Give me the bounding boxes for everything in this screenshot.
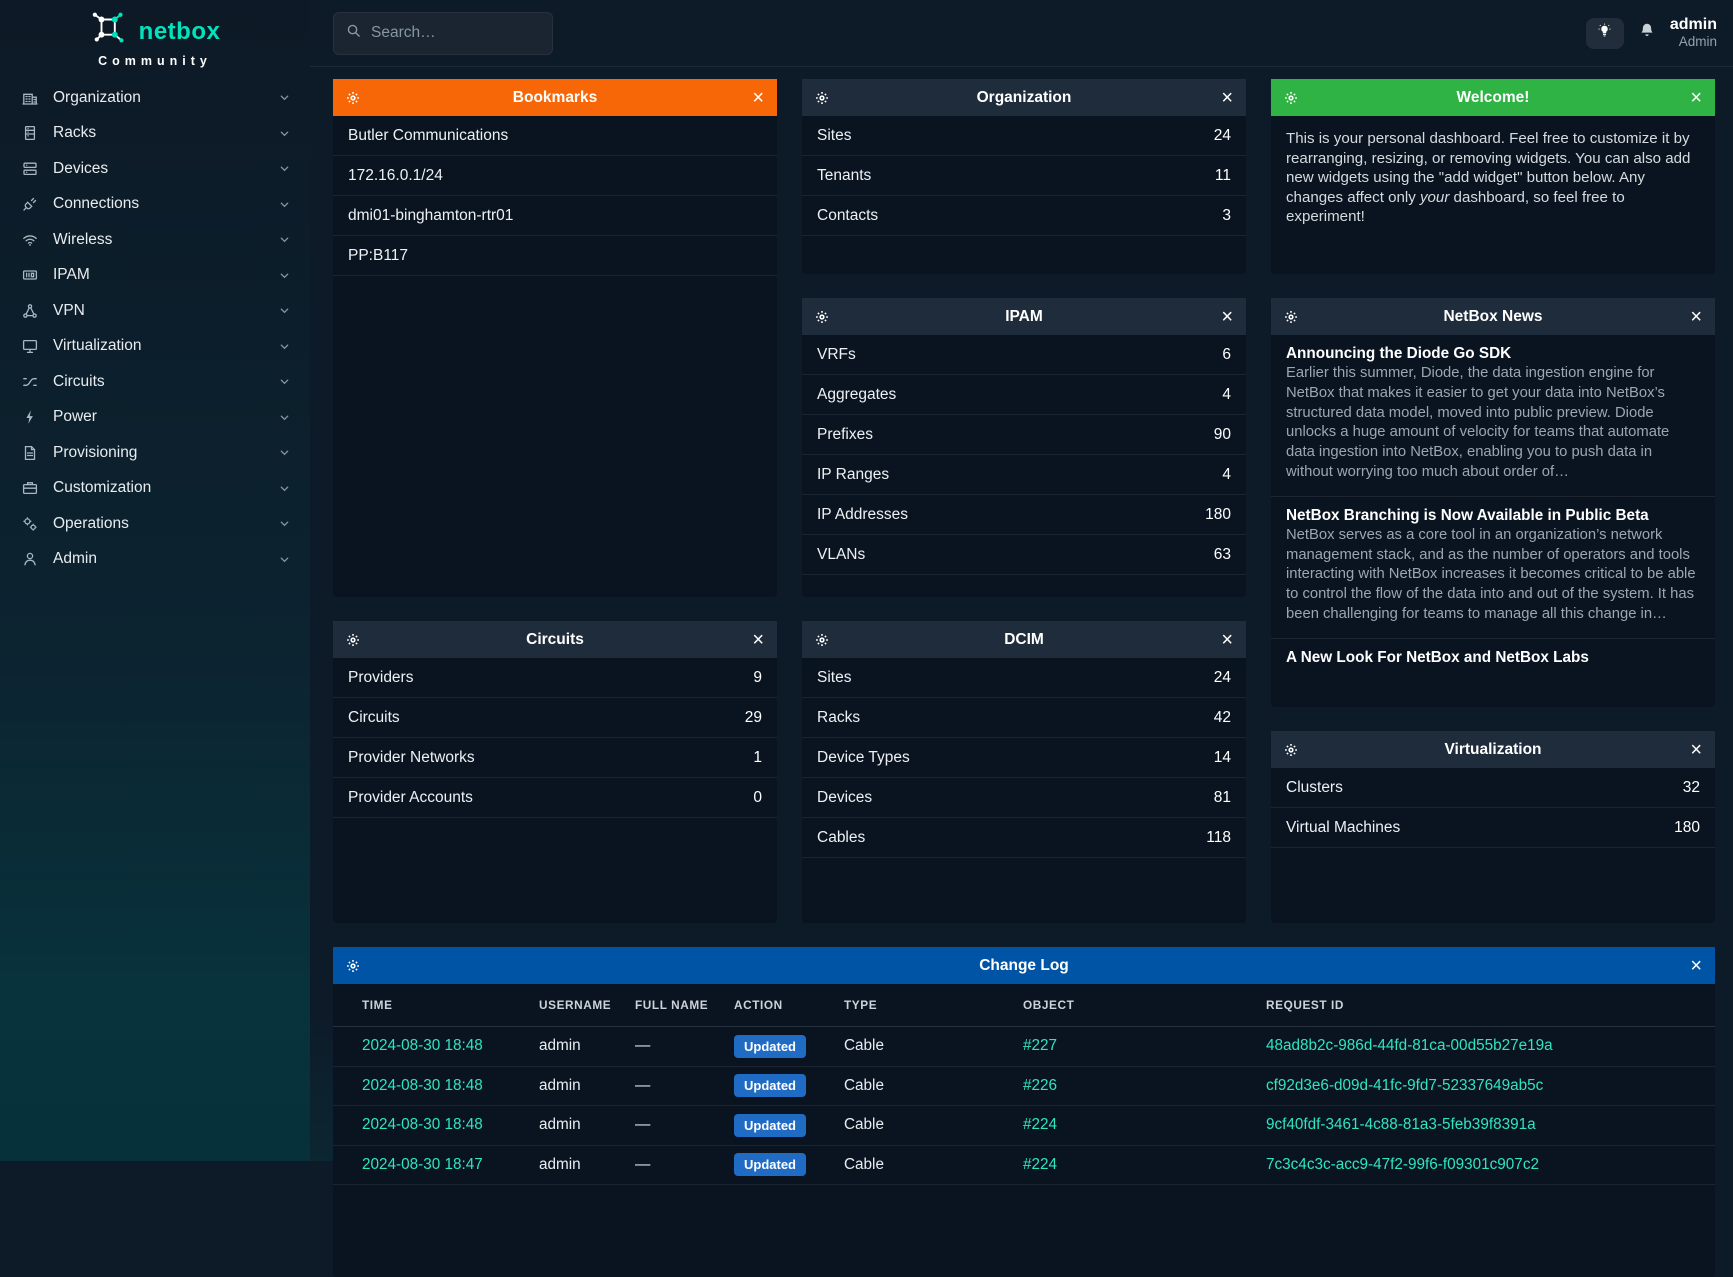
sidebar-item-ipam[interactable] — [0, 258, 310, 294]
building-icon — [21, 89, 38, 106]
sidebar-item-label: Customization — [53, 479, 152, 497]
stat-row[interactable] — [802, 818, 1246, 858]
stat-label: Device Types — [817, 748, 910, 766]
bookmark-item[interactable] — [333, 236, 777, 276]
welcome-text-segment: dashboard, so feel free to experiment! — [1286, 188, 1625, 225]
stat-label: IP Addresses — [817, 505, 909, 523]
change-object-link[interactable]: #226 — [1023, 1076, 1058, 1094]
welcome-widget — [1271, 79, 1715, 274]
news-item-title[interactable]: Announcing the Diode Go SDK — [1286, 345, 1512, 362]
stat-value: 6 — [1222, 345, 1231, 363]
change-log-row — [333, 1027, 1715, 1067]
request-id-link[interactable]: 7c3c4c3c-acc9-47f2-99f6-f09301c907c2 — [1266, 1155, 1539, 1173]
change-full-name: — — [635, 1037, 651, 1055]
sidebar-item-vpn[interactable] — [0, 293, 310, 329]
widget-title: Organization — [976, 88, 1072, 106]
organization-widget-header — [802, 79, 1246, 116]
sidebar-item-label: Circuits — [53, 372, 105, 390]
sidebar-item-admin[interactable] — [0, 542, 310, 578]
sidebar-item-label: Connections — [53, 195, 140, 213]
sidebar-item-circuits[interactable] — [0, 364, 310, 400]
gear-icon[interactable] — [346, 959, 360, 973]
stat-value: 3 — [1222, 206, 1231, 224]
gear-icon[interactable] — [815, 633, 829, 647]
request-id-link[interactable]: 9cf40fdf-3461-4c88-81a3-5feb39f8391a — [1266, 1116, 1536, 1134]
chevron-down-icon — [279, 199, 290, 210]
stat-row[interactable] — [333, 778, 777, 818]
chevron-down-icon — [279, 412, 290, 423]
action-badge[interactable]: Updated — [734, 1153, 806, 1176]
change-username: admin — [539, 1076, 581, 1094]
stat-value: 90 — [1213, 425, 1231, 443]
sidebar-item-devices[interactable] — [0, 151, 310, 187]
search-icon — [346, 23, 361, 43]
ipam-widget-header — [802, 298, 1246, 335]
dcim-widget — [802, 621, 1246, 923]
user-icon — [21, 551, 38, 568]
welcome-text-segment: This is your personal dashboard. Feel free to customize it by rearranging, resizing, or removing widgets. You can also add new widgets using the "add widget" button below. Any changes affect only — [1286, 130, 1691, 206]
gear-icon[interactable] — [1284, 91, 1298, 105]
virtualization-widget-header — [1271, 731, 1715, 768]
news-item — [1271, 335, 1715, 497]
request-id-link[interactable]: 48ad8b2c-986d-44fd-81ca-00d55b27e19a — [1266, 1037, 1553, 1055]
briefcase-icon — [21, 480, 38, 497]
news-item-title[interactable]: NetBox Branching is Now Available in Public Beta — [1286, 506, 1649, 524]
news-item-title[interactable]: A New Look For NetBox and NetBox Labs — [1286, 648, 1589, 666]
close-icon[interactable] — [1690, 740, 1702, 760]
stat-value: 1 — [753, 748, 762, 766]
stat-label: Virtual Machines — [1286, 818, 1401, 836]
stat-value: 42 — [1213, 708, 1231, 726]
widget-title: Welcome! — [1456, 88, 1530, 106]
welcome-text-italic: your — [1419, 188, 1450, 206]
stat-row[interactable] — [802, 156, 1246, 196]
sidebar-item-label: Virtualization — [53, 337, 142, 355]
change-username: admin — [539, 1037, 581, 1055]
document-icon — [21, 444, 38, 461]
change-time-link[interactable]: 2024-08-30 18:48 — [362, 1076, 483, 1094]
netbox-logo-icon — [90, 10, 132, 53]
chevron-down-icon — [279, 376, 290, 387]
change-object-link[interactable]: #224 — [1023, 1116, 1058, 1134]
gear-icon[interactable] — [1284, 310, 1298, 324]
gear-icon[interactable] — [815, 310, 829, 324]
netbox-logo[interactable] — [0, 10, 310, 53]
column-header-full-name: FULL NAME — [635, 998, 709, 1012]
stat-label: Cables — [817, 828, 866, 846]
sidebar-item-label: Organization — [53, 88, 141, 106]
chevron-down-icon — [279, 518, 290, 529]
stat-label: Devices — [817, 788, 873, 806]
change-username: admin — [539, 1155, 581, 1173]
stat-row[interactable] — [333, 658, 777, 698]
close-icon[interactable] — [1221, 630, 1233, 650]
stat-value: 4 — [1222, 385, 1231, 403]
sidebar-item-label: Operations — [53, 514, 129, 532]
stat-value: 14 — [1213, 748, 1231, 766]
server-icon — [21, 160, 38, 177]
main-area — [310, 0, 1733, 1173]
widget-title: Bookmarks — [512, 88, 598, 106]
monitor-icon — [21, 338, 38, 355]
stat-row[interactable] — [802, 778, 1246, 818]
stat-row[interactable] — [802, 335, 1246, 375]
widget-title: Circuits — [526, 630, 584, 648]
action-badge[interactable]: Updated — [734, 1035, 806, 1058]
stat-value: 9 — [753, 668, 762, 686]
stat-row[interactable] — [333, 738, 777, 778]
sidebar-item-label: IPAM — [53, 266, 90, 284]
circuits-widget — [333, 621, 777, 923]
change-object-link[interactable]: #227 — [1023, 1037, 1058, 1055]
stat-label: Clusters — [1286, 778, 1343, 796]
bookmark-label: PP:B117 — [348, 246, 409, 264]
netbox-logo-text: netbox — [138, 17, 221, 45]
topbar — [310, 0, 1733, 67]
column-header-request-id: REQUEST ID — [1266, 998, 1345, 1012]
stat-row[interactable] — [802, 535, 1246, 575]
rack-icon — [21, 125, 38, 142]
bookmarks-widget-header — [333, 79, 777, 116]
sidebar-item-operations[interactable] — [0, 506, 310, 542]
stat-value: 24 — [1213, 126, 1231, 144]
column-header-object: OBJECT — [1023, 998, 1075, 1012]
stat-value: 180 — [1205, 505, 1231, 523]
circuit-swap-icon — [21, 373, 38, 390]
news-item — [1271, 497, 1715, 639]
chevron-down-icon — [279, 305, 290, 316]
stat-label: Circuits — [348, 708, 400, 726]
gear-icon[interactable] — [346, 633, 360, 647]
request-id-link[interactable]: cf92d3e6-d09d-41fc-9fd7-52337649ab5c — [1266, 1076, 1544, 1094]
stat-row[interactable] — [802, 116, 1246, 156]
change-log-row — [333, 1146, 1715, 1186]
sidebar-item-provisioning[interactable] — [0, 435, 310, 471]
dashboard — [310, 67, 1733, 1277]
change-log-row — [333, 1067, 1715, 1107]
grid-column-1 — [333, 79, 777, 923]
stat-row[interactable] — [802, 455, 1246, 495]
bookmark-item[interactable] — [333, 156, 777, 196]
bookmark-label: dmi01-binghamton-rtr01 — [348, 206, 514, 224]
sidebar-item-racks[interactable] — [0, 116, 310, 152]
stat-value: 11 — [1214, 166, 1231, 184]
circuits-widget-header — [333, 621, 777, 658]
stat-label: Provider Accounts — [348, 788, 473, 806]
change-type: Cable — [844, 1155, 884, 1173]
column-header-time: TIME — [362, 998, 393, 1012]
change-log-widget — [333, 947, 1715, 1277]
stat-row[interactable] — [802, 698, 1246, 738]
stat-label: Prefixes — [817, 425, 873, 443]
chevron-down-icon — [279, 92, 290, 103]
search-box[interactable] — [333, 12, 553, 55]
gear-icon[interactable] — [1284, 743, 1298, 757]
sidebar-item-organization[interactable] — [0, 80, 310, 116]
bookmark-item[interactable] — [333, 116, 777, 156]
wifi-icon — [21, 231, 38, 248]
stat-row[interactable] — [802, 415, 1246, 455]
sidebar-nav — [0, 80, 310, 577]
welcome-widget-header — [1271, 79, 1715, 116]
stat-value: 118 — [1206, 828, 1231, 846]
close-icon[interactable] — [1221, 307, 1233, 327]
widget-title: Virtualization — [1444, 740, 1542, 758]
notifications-button[interactable] — [1639, 22, 1655, 44]
sidebar-item-customization[interactable] — [0, 471, 310, 507]
close-icon[interactable] — [1690, 88, 1702, 108]
network-nodes-icon — [21, 302, 38, 319]
user-name: admin — [1669, 15, 1717, 33]
gears-icon — [21, 515, 38, 532]
change-time-link[interactable]: 2024-08-30 18:48 — [362, 1116, 483, 1134]
chevron-down-icon — [279, 234, 290, 245]
sidebar-item-label: Power — [53, 408, 97, 426]
change-username: admin — [539, 1116, 581, 1134]
stat-row[interactable] — [802, 196, 1246, 236]
netbox-news-widget — [1271, 298, 1715, 707]
chevron-down-icon — [279, 483, 290, 494]
chevron-down-icon — [279, 447, 290, 458]
user-menu[interactable] — [1670, 16, 1717, 50]
change-object-link[interactable]: #224 — [1023, 1155, 1058, 1173]
sidebar-item-label: Wireless — [53, 230, 113, 248]
stat-label: Sites — [817, 668, 852, 686]
chevron-down-icon — [279, 554, 290, 565]
stat-row[interactable] — [1271, 808, 1715, 848]
bookmark-item[interactable] — [333, 196, 777, 236]
change-type: Cable — [844, 1116, 884, 1134]
change-full-name: — — [635, 1155, 651, 1173]
change-log-header-row — [333, 984, 1715, 1027]
change-type: Cable — [844, 1076, 884, 1094]
bookmark-label: Butler Communications — [348, 126, 509, 144]
stat-value: 180 — [1674, 818, 1700, 836]
close-icon[interactable] — [1690, 307, 1702, 327]
news-item-body: NetBox serves as a core tool in an organization’s network management stack, and as the number of operators and tools interacting with NetBox increases it becomes critical to be able to control the flow of the data into and out of the system. It has been challenging for teams to manage all this change in… — [1286, 526, 1696, 622]
widget-title: DCIM — [1004, 630, 1044, 648]
bell-icon — [1639, 22, 1655, 44]
stat-label: IP Ranges — [817, 465, 890, 483]
stat-row[interactable] — [333, 698, 777, 738]
column-header-type: TYPE — [844, 998, 878, 1012]
sidebar-item-label: Devices — [53, 159, 109, 177]
change-log-row — [333, 1106, 1715, 1146]
stat-label: VLANs — [817, 545, 866, 563]
stat-row[interactable] — [1271, 768, 1715, 808]
change-full-name: — — [635, 1076, 651, 1094]
stat-label: Contacts — [817, 206, 879, 224]
sidebar-item-label: VPN — [53, 301, 85, 319]
stat-label: Tenants — [817, 166, 872, 184]
virtualization-widget — [1271, 731, 1715, 923]
bookmark-label: 172.16.0.1/24 — [348, 166, 443, 184]
news-item — [1271, 639, 1715, 681]
stat-label: Sites — [817, 126, 852, 144]
widget-title: NetBox News — [1443, 307, 1543, 325]
stat-value: 63 — [1213, 545, 1231, 563]
stat-value: 4 — [1222, 465, 1231, 483]
sidebar-item-label: Racks — [53, 124, 97, 142]
plug-icon — [21, 196, 38, 213]
stat-row[interactable] — [802, 495, 1246, 535]
user-role: Admin — [1678, 34, 1717, 50]
stat-label: Providers — [348, 668, 414, 686]
gear-icon[interactable] — [346, 91, 360, 105]
change-time-link[interactable]: 2024-08-30 18:48 — [362, 1037, 483, 1055]
change-time-link[interactable]: 2024-08-30 18:47 — [362, 1155, 483, 1173]
stat-row[interactable] — [802, 375, 1246, 415]
sidebar-item-label: Provisioning — [53, 443, 138, 461]
stat-label: Racks — [817, 708, 861, 726]
news-item-body: Earlier this summer, Diode, the data ingestion engine for NetBox that makes it easier to get your data into NetBox’s structured data model, moved into public preview. Diode unlocks a huge amount of velocity for teams that automate data ingestion into NetBox, enabling you to push data in without worrying too much about order of… — [1286, 365, 1670, 480]
lightning-icon — [21, 409, 38, 426]
gear-icon[interactable] — [815, 91, 829, 105]
stat-row[interactable] — [802, 658, 1246, 698]
welcome-text — [1271, 116, 1715, 240]
sidebar-item-connections[interactable] — [0, 187, 310, 223]
edition-label: Community — [98, 54, 212, 68]
organization-widget — [802, 79, 1246, 274]
theme-toggle-button[interactable] — [1586, 18, 1624, 49]
ip-address-icon — [21, 267, 38, 284]
sidebar-item-power[interactable] — [0, 400, 310, 436]
stat-label: Aggregates — [817, 385, 897, 403]
lightbulb-icon — [1597, 23, 1612, 43]
bookmarks-widget — [333, 79, 777, 597]
sidebar-item-virtualization[interactable] — [0, 329, 310, 365]
search-input[interactable] — [371, 24, 540, 42]
sidebar-item-label: Admin — [53, 550, 97, 568]
widget-grid — [333, 79, 1733, 923]
change-type: Cable — [844, 1037, 884, 1055]
close-icon[interactable] — [752, 630, 764, 650]
stat-label: Provider Networks — [348, 748, 475, 766]
chevron-down-icon — [279, 341, 290, 352]
close-icon[interactable] — [752, 88, 764, 108]
grid-column-2 — [802, 79, 1246, 923]
chevron-down-icon — [279, 128, 290, 139]
stat-row[interactable] — [802, 738, 1246, 778]
sidebar-item-wireless[interactable] — [0, 222, 310, 258]
stat-value: 81 — [1213, 788, 1231, 806]
chevron-down-icon — [279, 270, 290, 281]
dcim-widget-header — [802, 621, 1246, 658]
netbox-news-widget-header — [1271, 298, 1715, 335]
stat-value: 29 — [744, 708, 762, 726]
topbar-right — [1586, 16, 1717, 50]
close-icon[interactable] — [1221, 88, 1233, 108]
stat-label: VRFs — [817, 345, 856, 363]
grid-column-3 — [1271, 79, 1715, 923]
sidebar — [0, 0, 310, 1161]
widget-title: Change Log — [979, 956, 1069, 974]
ipam-widget — [802, 298, 1246, 597]
change-full-name: — — [635, 1116, 651, 1134]
action-badge[interactable]: Updated — [734, 1074, 806, 1097]
action-badge[interactable]: Updated — [734, 1114, 806, 1137]
stat-value: 32 — [1682, 778, 1700, 796]
column-header-action: ACTION — [734, 998, 783, 1012]
stat-value: 0 — [753, 788, 762, 806]
close-icon[interactable] — [1690, 956, 1702, 976]
chevron-down-icon — [279, 163, 290, 174]
column-header-username: USERNAME — [539, 998, 612, 1012]
stat-value: 24 — [1213, 668, 1231, 686]
change-log-widget-header — [333, 947, 1715, 984]
widget-title: IPAM — [1005, 307, 1043, 325]
